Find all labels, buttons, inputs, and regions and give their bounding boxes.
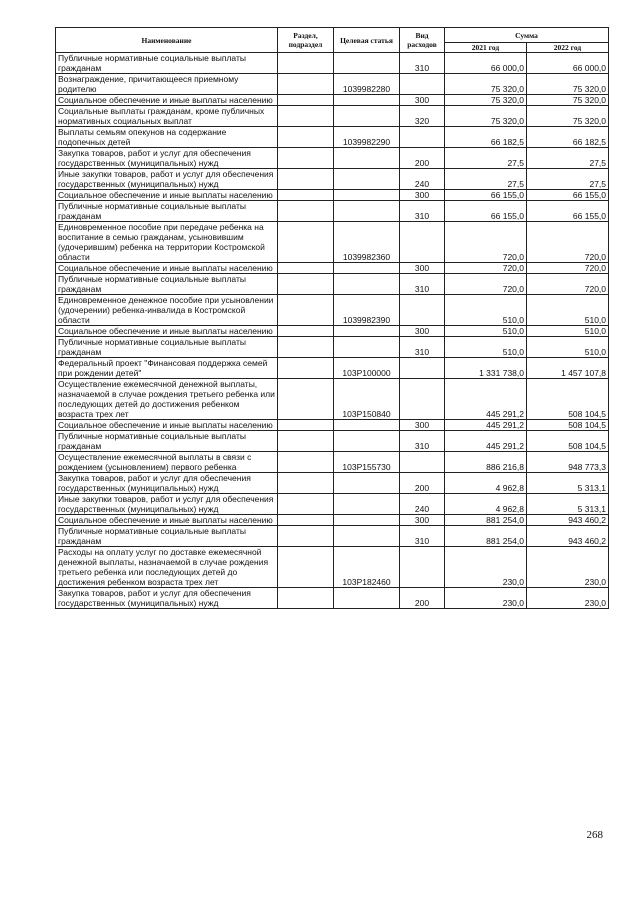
cell-target: 103P155730 [334, 452, 400, 473]
table-row [56, 358, 609, 379]
col-header-name: Наименование [56, 28, 278, 53]
cell-2021: 445 291,2 [445, 431, 527, 452]
cell-2022: 508 104,5 [527, 431, 609, 452]
cell-name: Социальное обеспечение и иные выплаты населению [56, 420, 278, 431]
cell-name: Федеральный проект "Финансовая поддержка семей при рождении детей" [56, 358, 278, 379]
cell-2022: 27,5 [527, 169, 609, 190]
cell-name: Вознаграждение, причитающееся приемному родителю [56, 74, 278, 95]
col-header-sum: Сумма [445, 28, 609, 43]
cell-2021: 230,0 [445, 588, 527, 609]
cell-2022: 508 104,5 [527, 420, 609, 431]
table-row [56, 263, 609, 274]
cell-target [334, 337, 400, 358]
cell-section [278, 95, 334, 106]
table-row [56, 526, 609, 547]
cell-type [400, 452, 445, 473]
cell-section [278, 169, 334, 190]
cell-2022: 943 460,2 [527, 526, 609, 547]
cell-2021: 886 216,8 [445, 452, 527, 473]
cell-section [278, 515, 334, 526]
cell-type [400, 127, 445, 148]
cell-2021: 720,0 [445, 222, 527, 263]
cell-2022: 5 313,1 [527, 473, 609, 494]
cell-2021: 4 962,8 [445, 494, 527, 515]
cell-name: Закупка товаров, работ и услуг для обеспечения государственных (муниципальных) нужд [56, 588, 278, 609]
cell-2021: 66 155,0 [445, 190, 527, 201]
cell-2021: 1 331 738,0 [445, 358, 527, 379]
cell-2021: 881 254,0 [445, 526, 527, 547]
cell-target: 1039982290 [334, 127, 400, 148]
table-row [56, 515, 609, 526]
cell-section [278, 106, 334, 127]
cell-type: 300 [400, 326, 445, 337]
cell-target: 103P182460 [334, 547, 400, 588]
cell-type: 310 [400, 201, 445, 222]
cell-section [278, 547, 334, 588]
cell-2022: 66 000,0 [527, 53, 609, 74]
cell-target [334, 526, 400, 547]
table-row [56, 452, 609, 473]
cell-name: Публичные нормативные социальные выплаты гражданам [56, 526, 278, 547]
cell-name: Публичные нормативные социальные выплаты гражданам [56, 274, 278, 295]
cell-name: Единовременное денежное пособие при усыновлении (удочерении) ребенка-инвалида в Костромской области [56, 295, 278, 326]
cell-2022: 720,0 [527, 263, 609, 274]
cell-target [334, 515, 400, 526]
cell-type: 310 [400, 431, 445, 452]
cell-2021: 27,5 [445, 148, 527, 169]
col-header-2022: 2022 год [527, 43, 609, 53]
cell-2021: 720,0 [445, 263, 527, 274]
cell-section [278, 127, 334, 148]
table-row [56, 95, 609, 106]
table-row [56, 148, 609, 169]
table-row [56, 588, 609, 609]
cell-target [334, 274, 400, 295]
cell-2022: 510,0 [527, 326, 609, 337]
table-row [56, 274, 609, 295]
cell-2021: 881 254,0 [445, 515, 527, 526]
cell-2021: 27,5 [445, 169, 527, 190]
cell-type [400, 547, 445, 588]
cell-type: 310 [400, 53, 445, 74]
cell-type: 300 [400, 190, 445, 201]
table-row [56, 337, 609, 358]
cell-type: 310 [400, 526, 445, 547]
cell-target: 1039982390 [334, 295, 400, 326]
cell-section [278, 452, 334, 473]
cell-type [400, 295, 445, 326]
cell-type: 200 [400, 148, 445, 169]
cell-2021: 510,0 [445, 337, 527, 358]
col-header-2021: 2021 год [445, 43, 527, 53]
col-header-type: Вид расходов [400, 28, 445, 53]
table-row [56, 190, 609, 201]
table-row [56, 169, 609, 190]
table-row [56, 106, 609, 127]
col-header-section: Раздел, подраздел [278, 28, 334, 53]
cell-2021: 66 182,5 [445, 127, 527, 148]
cell-target: 103P150840 [334, 379, 400, 420]
table-row [56, 74, 609, 95]
cell-target [334, 588, 400, 609]
cell-section [278, 295, 334, 326]
cell-type: 300 [400, 420, 445, 431]
cell-section [278, 337, 334, 358]
table-row [56, 473, 609, 494]
cell-target [334, 169, 400, 190]
cell-type: 320 [400, 106, 445, 127]
cell-2022: 720,0 [527, 274, 609, 295]
budget-table [55, 27, 609, 609]
cell-2022: 1 457 107,8 [527, 358, 609, 379]
cell-section [278, 588, 334, 609]
cell-section [278, 274, 334, 295]
cell-section [278, 431, 334, 452]
cell-name: Осуществление ежемесячной выплаты в связи с рождением (усыновлением) первого ребенка [56, 452, 278, 473]
cell-target [334, 431, 400, 452]
cell-2021: 66 000,0 [445, 53, 527, 74]
cell-section [278, 326, 334, 337]
table-row [56, 201, 609, 222]
cell-target: 1039982360 [334, 222, 400, 263]
cell-target [334, 473, 400, 494]
cell-section [278, 379, 334, 420]
cell-2022: 66 182,5 [527, 127, 609, 148]
cell-name: Расходы на оплату услуг по доставке ежемесячной денежной выплаты, назначаемой в случае рождения третьего ребенка или последующих детей до достижения ребенком возраста трех лет [56, 547, 278, 588]
cell-2022: 66 155,0 [527, 201, 609, 222]
cell-name: Социальное обеспечение и иные выплаты населению [56, 190, 278, 201]
cell-2022: 720,0 [527, 222, 609, 263]
cell-2022: 66 155,0 [527, 190, 609, 201]
cell-2021: 445 291,2 [445, 379, 527, 420]
cell-2021: 230,0 [445, 547, 527, 588]
cell-name: Осуществление ежемесячной денежной выплаты, назначаемой в случае рождения третьего ребенка или последующих детей до достижения ребенком возраста трех лет [56, 379, 278, 420]
cell-target [334, 494, 400, 515]
cell-type [400, 74, 445, 95]
cell-target [334, 148, 400, 169]
table-row [56, 420, 609, 431]
cell-2022: 943 460,2 [527, 515, 609, 526]
cell-2022: 230,0 [527, 588, 609, 609]
cell-name: Социальные выплаты гражданам, кроме публичных нормативных социальных выплат [56, 106, 278, 127]
page-number: 268 [586, 829, 603, 841]
cell-2022: 230,0 [527, 547, 609, 588]
cell-target: 1039982280 [334, 74, 400, 95]
cell-section [278, 473, 334, 494]
cell-section [278, 358, 334, 379]
cell-target [334, 95, 400, 106]
cell-target: 103P100000 [334, 358, 400, 379]
table-row [56, 431, 609, 452]
cell-type: 300 [400, 95, 445, 106]
cell-section [278, 148, 334, 169]
table-row [56, 494, 609, 515]
cell-2022: 5 313,1 [527, 494, 609, 515]
cell-2021: 66 155,0 [445, 201, 527, 222]
cell-name: Социальное обеспечение и иные выплаты населению [56, 95, 278, 106]
cell-section [278, 263, 334, 274]
cell-name: Иные закупки товаров, работ и услуг для обеспечения государственных (муниципальных) нужд [56, 494, 278, 515]
cell-name: Социальное обеспечение и иные выплаты населению [56, 326, 278, 337]
cell-2021: 75 320,0 [445, 106, 527, 127]
cell-type: 240 [400, 169, 445, 190]
cell-name: Социальное обеспечение и иные выплаты населению [56, 263, 278, 274]
cell-type [400, 358, 445, 379]
cell-2021: 720,0 [445, 274, 527, 295]
cell-type: 240 [400, 494, 445, 515]
cell-2021: 510,0 [445, 326, 527, 337]
cell-2022: 508 104,5 [527, 379, 609, 420]
cell-name: Выплаты семьям опекунов на содержание подопечных детей [56, 127, 278, 148]
cell-2022: 75 320,0 [527, 74, 609, 95]
cell-type: 300 [400, 263, 445, 274]
cell-2022: 510,0 [527, 337, 609, 358]
cell-type: 200 [400, 588, 445, 609]
cell-target [334, 326, 400, 337]
table-row [56, 222, 609, 263]
cell-type: 300 [400, 515, 445, 526]
cell-type: 310 [400, 274, 445, 295]
cell-target [334, 420, 400, 431]
cell-type [400, 379, 445, 420]
cell-target [334, 53, 400, 74]
cell-section [278, 201, 334, 222]
cell-name: Публичные нормативные социальные выплаты гражданам [56, 53, 278, 74]
cell-target [334, 201, 400, 222]
cell-target [334, 190, 400, 201]
cell-name: Закупка товаров, работ и услуг для обеспечения государственных (муниципальных) нужд [56, 148, 278, 169]
table-body [56, 53, 609, 609]
cell-name: Закупка товаров, работ и услуг для обеспечения государственных (муниципальных) нужд [56, 473, 278, 494]
cell-name: Публичные нормативные социальные выплаты гражданам [56, 431, 278, 452]
cell-2022: 75 320,0 [527, 95, 609, 106]
cell-2022: 948 773,3 [527, 452, 609, 473]
table-row [56, 379, 609, 420]
table-row [56, 53, 609, 74]
cell-section [278, 190, 334, 201]
table-row [56, 547, 609, 588]
cell-target [334, 263, 400, 274]
cell-name: Социальное обеспечение и иные выплаты населению [56, 515, 278, 526]
cell-2021: 510,0 [445, 295, 527, 326]
cell-2022: 510,0 [527, 295, 609, 326]
cell-name: Публичные нормативные социальные выплаты гражданам [56, 201, 278, 222]
cell-section [278, 53, 334, 74]
cell-2021: 445 291,2 [445, 420, 527, 431]
cell-2022: 75 320,0 [527, 106, 609, 127]
cell-type [400, 222, 445, 263]
header-row [56, 28, 609, 43]
cell-section [278, 494, 334, 515]
table-row [56, 127, 609, 148]
table-row [56, 326, 609, 337]
cell-type: 310 [400, 337, 445, 358]
cell-target [334, 106, 400, 127]
cell-section [278, 74, 334, 95]
col-header-target: Целевая статья [334, 28, 400, 53]
cell-2021: 75 320,0 [445, 95, 527, 106]
cell-type: 200 [400, 473, 445, 494]
table-row [56, 295, 609, 326]
cell-section [278, 222, 334, 263]
cell-name: Иные закупки товаров, работ и услуг для обеспечения государственных (муниципальных) нужд [56, 169, 278, 190]
cell-name: Публичные нормативные социальные выплаты гражданам [56, 337, 278, 358]
cell-2021: 75 320,0 [445, 74, 527, 95]
cell-2021: 4 962,8 [445, 473, 527, 494]
cell-section [278, 526, 334, 547]
cell-name: Единовременное пособие при передаче ребенка на воспитание в семью гражданам, усыновившим (удочерившим) ребенка на территории Костромской области [56, 222, 278, 263]
cell-section [278, 420, 334, 431]
cell-2022: 27,5 [527, 148, 609, 169]
